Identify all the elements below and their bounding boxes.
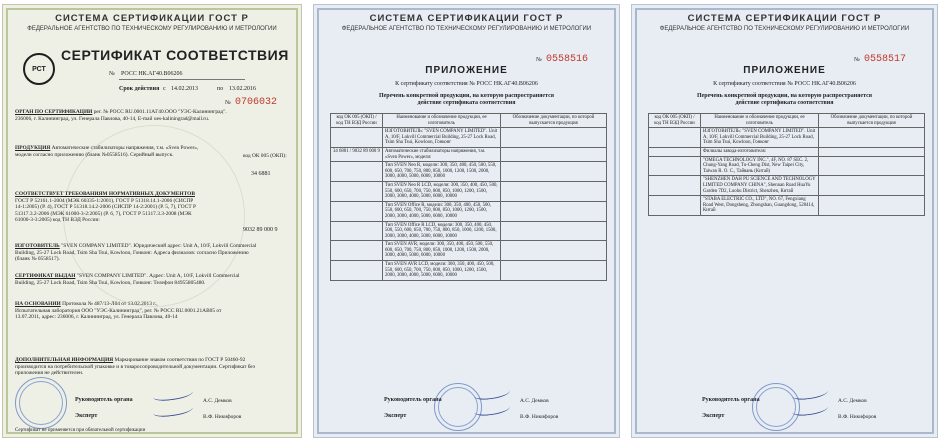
gost-logo-icon: РСТ bbox=[23, 53, 55, 85]
row-code: 34 6881 / 9032 89 000 9 bbox=[331, 147, 383, 161]
appendix-page-1 bbox=[313, 4, 620, 438]
row-code bbox=[649, 196, 701, 216]
cert-number-value: РОСС НК.АГ40.В06206 bbox=[121, 71, 183, 77]
header-codes: код ОК 005 (ОКП) / код ТН ВЭД России bbox=[331, 114, 383, 128]
row-product: Тип SVEN AVR LCD, модели: 300, 350, 400, 450, 500, 550, 600, 650, 700, 750, 800, 850, 1000, 1200, 1500, 2000, 3000, 4000, 5000, 6000, 10000 bbox=[383, 261, 501, 281]
issued-block: СЕРТИФИКАТ ВЫДАН "SVEN COMPANY LIMITED". Адрес: Unit A, 10/F, Lokvill Commercial Building, 25-27 Lock Road, Tsim Sha Tsui, Kowloon, Гонконг. Телефон 84955805480. bbox=[15, 273, 240, 286]
row-code bbox=[649, 128, 701, 148]
row-code bbox=[331, 162, 383, 182]
validity-label: Срок действия bbox=[119, 86, 160, 92]
row-product: Филиалы завода-изготовителя: bbox=[701, 147, 819, 156]
table-row bbox=[331, 201, 607, 221]
row-code bbox=[331, 201, 383, 221]
row-docs bbox=[501, 162, 607, 182]
tnved-value: 9032 89 000 9 bbox=[243, 227, 278, 233]
head-signature bbox=[474, 386, 511, 401]
serial-number: 0706032 bbox=[235, 97, 278, 108]
system-title: СИСТЕМА СЕРТИФИКАЦИИ ГОСТ Р bbox=[369, 13, 564, 24]
head-name: А.С. Демков bbox=[203, 398, 232, 404]
row-product: "SHENZHEN DAH PU SCIENCE AND TECHNOLOGY LIMITED COMPANY CHINA", Shennan Road HuaYu Garden 7D2, Luohu District, Shenzhen, Китай bbox=[701, 176, 819, 196]
head-signature bbox=[153, 387, 194, 402]
expert-name: В.Ф. Никифоров bbox=[520, 414, 559, 420]
footer-note: Сертификат не применяется при обязательной сертификации bbox=[15, 428, 146, 433]
agency-title: ФЕДЕРАЛЬНОЕ АГЕНТСТВО ПО ТЕХНИЧЕСКОМУ РЕГУЛИРОВАНИЮ И МЕТРОЛОГИИ bbox=[27, 26, 277, 32]
validity-from-label: с bbox=[163, 86, 166, 92]
row-docs bbox=[819, 128, 925, 148]
okp-value: 34 6881 bbox=[251, 171, 271, 177]
official-stamp bbox=[15, 377, 67, 429]
row-docs bbox=[501, 241, 607, 261]
table-row bbox=[649, 196, 925, 216]
requirements-block: СООТВЕТСТВУЕТ ТРЕБОВАНИЯМ НОРМАТИВНЫХ ДОКУМЕНТОВ ГОСТ Р 52161.1-2004 (МЭК 60335-1:2001), ГОСТ Р 51318.14.1-2006 (СИСПР 14-1:2005) (Р. 4), ГОСТ Р 51318.14.2-2006 (СИСПР 14-2:2001) (Р. 5, 7), ГОСТ Р 51317.3.2-2006 (МЭК 61000-3-2:2005) (Р. 6, 7), ГОСТ Р 51317.3.3-2008 (МЭК 61000-3-3:2005) код ТН ВЭД России: bbox=[15, 191, 196, 224]
row-product: Тип SVEN Neo R, модели: 300, 350, 400, 450, 500, 550, 600, 650, 700, 750, 800, 850, 1000, 1200, 1500, 2000, 3000, 4000, 5000, 6000, 10000 bbox=[383, 162, 501, 182]
head-name: А.С. Демков bbox=[520, 398, 549, 404]
expert-signature bbox=[474, 402, 511, 417]
appendix-ref: К сертификату соответствия № РОСС НК.АГ40.В06206 bbox=[713, 81, 856, 87]
head-label: Руководитель органа bbox=[75, 397, 133, 403]
expert-name: В.Ф. Никифоров bbox=[838, 414, 877, 420]
serial-number: 0558516 bbox=[546, 54, 589, 65]
certificate-heading: СЕРТИФИКАТ СООТВЕТСТВИЯ bbox=[61, 47, 289, 63]
row-docs bbox=[819, 176, 925, 196]
expert-label: Эксперт bbox=[384, 413, 407, 419]
row-product: ИЗГОТОВИТЕЛЬ: "SVEN COMPANY LIMITED". Unit A, 10/F, Lokvill Commercial Building, 25-27 Lock Road, Tsim Sha Tsui, Kowloon, Гонконг bbox=[701, 128, 819, 148]
serial-prefix: № bbox=[854, 57, 860, 63]
products-table bbox=[648, 113, 925, 216]
extra-info-block: ДОПОЛНИТЕЛЬНАЯ ИНФОРМАЦИЯ Маркирование знаком соответствия по ГОСТ Р 50460-92 производится на потребительской упаковке и в товаросопроводительной документации. Сертификат без приложения не действителен. bbox=[15, 357, 255, 377]
head-name: А.С. Демков bbox=[838, 398, 867, 404]
table-row bbox=[331, 241, 607, 261]
table-row bbox=[331, 261, 607, 281]
row-docs bbox=[501, 221, 607, 241]
validity-to-label: по bbox=[217, 86, 224, 92]
row-product: Тип SVEN Neo R LCD, модели: 300, 350, 400, 450, 500, 550, 600, 650, 700, 750, 800, 850, 1000, 1200, 1500, 2000, 3000, 4000, 5000, 6000, 10000 bbox=[383, 181, 501, 201]
products-table bbox=[330, 113, 607, 281]
row-docs bbox=[501, 201, 607, 221]
header-codes: код ОК 005 (ОКП) / код ТН ВЭД России bbox=[649, 114, 701, 128]
header-docs: Обозначение документации, по которой выпускается продукция bbox=[501, 114, 607, 128]
expert-label: Эксперт bbox=[75, 413, 98, 419]
serial-prefix: № bbox=[536, 57, 542, 63]
row-docs bbox=[501, 261, 607, 281]
row-docs bbox=[501, 181, 607, 201]
header-docs: Обозначение документации, по которой выпускается продукция bbox=[819, 114, 925, 128]
certificate-page bbox=[2, 4, 302, 438]
table-row bbox=[331, 221, 607, 241]
basis-block: НА ОСНОВАНИИ Протокола № 487/13-Л04 от 13.02.2013 г., Испытательная лаборатория ООО "УЭС-Калининград", рег. № РОСС RU.0001.21АВ05 от 13.07.2011, адрес: 236006, г. Калининград, ул. Генерала Павлова, 40-14 bbox=[15, 301, 222, 321]
appendix-ref: К сертификату соответствия № РОСС НК.АГ40.В06206 bbox=[395, 81, 538, 87]
row-docs bbox=[819, 156, 925, 176]
table-row bbox=[649, 176, 925, 196]
table-header bbox=[331, 114, 607, 128]
row-code bbox=[649, 147, 701, 156]
serial-prefix: № bbox=[225, 100, 231, 106]
row-code bbox=[649, 176, 701, 196]
table-header bbox=[649, 114, 925, 128]
appendix-heading: ПРИЛОЖЕНИЕ bbox=[425, 65, 508, 76]
cert-number-label: № bbox=[109, 71, 115, 77]
row-product: Тип SVEN Office R LCD, модели: 300, 350, 400, 450, 500, 550, 600, 650, 700, 750, 800, 850, 1000, 1200, 1500, 2000, 3000, 4000, 5000, 6000, 10000 bbox=[383, 221, 501, 241]
row-docs bbox=[819, 196, 925, 216]
row-code bbox=[331, 181, 383, 201]
head-label: Руководитель органа bbox=[384, 397, 442, 403]
expert-signature bbox=[153, 403, 194, 418]
table-row bbox=[649, 147, 925, 156]
table-row bbox=[649, 156, 925, 176]
validity-from-date: 14.02.2013 bbox=[171, 86, 198, 92]
appendix-heading: ПРИЛОЖЕНИЕ bbox=[743, 65, 826, 76]
row-product: "STABA ELECTRIC CO., LTD", NO. 67, Fengxiang Road West, Dongsheng, Zhongshan, Guangdong, 528414, Китай bbox=[701, 196, 819, 216]
row-code bbox=[331, 241, 383, 261]
row-product: Автоматические стабилизаторы напряжения, т.м. «Sven Power», модели: bbox=[383, 147, 501, 161]
row-code bbox=[331, 221, 383, 241]
table-row bbox=[649, 128, 925, 148]
system-title: СИСТЕМА СЕРТИФИКАЦИИ ГОСТ Р bbox=[55, 13, 249, 24]
table-row bbox=[331, 147, 607, 161]
row-product: Тип SVEN AVR, модели: 300, 350, 400, 450, 500, 550, 600, 650, 700, 750, 800, 850, 1000, 1200, 1500, 2000, 3000, 4000, 5000, 6000, 10000 bbox=[383, 241, 501, 261]
row-product: ИЗГОТОВИТЕЛЬ: "SVEN COMPANY LIMITED". Unit A, 10/F, Lokvill Commercial Building, 25-27 Lock Road, Tsim Sha Tsui, Kowloon, Гонконг bbox=[383, 128, 501, 148]
agency-title: ФЕДЕРАЛЬНОЕ АГЕНТСТВО ПО ТЕХНИЧЕСКОМУ РЕГУЛИРОВАНИЮ И МЕТРОЛОГИИ bbox=[659, 26, 910, 32]
table-row bbox=[331, 162, 607, 182]
validity-to-date: 13.02.2016 bbox=[229, 86, 256, 92]
appendix-subtitle: Перечень конкретной продукции, на которую распространяется действие сертификата соответствия bbox=[696, 93, 873, 106]
appendix-page-2 bbox=[631, 4, 938, 438]
head-label: Руководитель органа bbox=[702, 397, 760, 403]
organ-block: ОРГАН ПО СЕРТИФИКАЦИИ рег. № РОСС RU.0001.11АГ40.ООО "УЭС-Калининград". 236006, г. Калининград, ул. Генерала Павлова, 40-14, E-mail ues-kaliningrad@mail.ru. bbox=[15, 109, 227, 122]
row-code bbox=[649, 156, 701, 176]
row-code bbox=[331, 128, 383, 148]
expert-name: В.Ф. Никифоров bbox=[203, 414, 242, 420]
head-signature bbox=[792, 386, 829, 401]
agency-title: ФЕДЕРАЛЬНОЕ АГЕНТСТВО ПО ТЕХНИЧЕСКОМУ РЕГУЛИРОВАНИЮ И МЕТРОЛОГИИ bbox=[341, 26, 592, 32]
row-code bbox=[331, 261, 383, 281]
row-docs bbox=[501, 147, 607, 161]
row-product: Тип SVEN Office R, модели: 300, 350, 400, 450, 500, 550, 600, 650, 700, 750, 800, 850, 1000, 1200, 1500, 2000, 3000, 4000, 5000, 6000, 10000 bbox=[383, 201, 501, 221]
header-name: Наименование и обозначение продукции, ее изготовитель bbox=[701, 114, 819, 128]
table-row bbox=[331, 128, 607, 148]
expert-signature bbox=[792, 402, 829, 417]
row-docs bbox=[819, 147, 925, 156]
row-product: "OMEGA TECHNOLOGY INC.", 4F, NO. 87 SEC. 2, Chung-Yang Road, Tu-Cheng Dist, New Taipei City, Taiwan R. O. C., Тайвань (Китай) bbox=[701, 156, 819, 176]
maker-block: ИЗГОТОВИТЕЛЬ "SVEN COMPANY LIMITED". Юридический адрес: Unit A, 10/F, Lokvill Commercial Building, 25-27 Lock Road, Tsim Sha Tsui, Kowloon, Гонконг. Адреса филиалов: согласно Приложению (бланк № 0558517). bbox=[15, 243, 257, 263]
system-title: СИСТЕМА СЕРТИФИКАЦИИ ГОСТ Р bbox=[687, 13, 882, 24]
appendix-subtitle: Перечень конкретной продукции, на которую распространяется действие сертификата соответствия bbox=[378, 93, 555, 106]
table-row bbox=[331, 181, 607, 201]
okp-label: код ОК 005 (ОКП): bbox=[243, 153, 287, 159]
header-name: Наименование и обозначение продукции, ее изготовитель bbox=[383, 114, 501, 128]
product-block: ПРОДУКЦИЯ Автоматические стабилизаторы напряжения, т.м. «Sven Power», модели согласно приложению (бланк №0558516). Серийный выпуск. bbox=[15, 145, 199, 158]
row-docs bbox=[501, 128, 607, 148]
serial-number: 0558517 bbox=[864, 54, 907, 65]
expert-label: Эксперт bbox=[702, 413, 725, 419]
